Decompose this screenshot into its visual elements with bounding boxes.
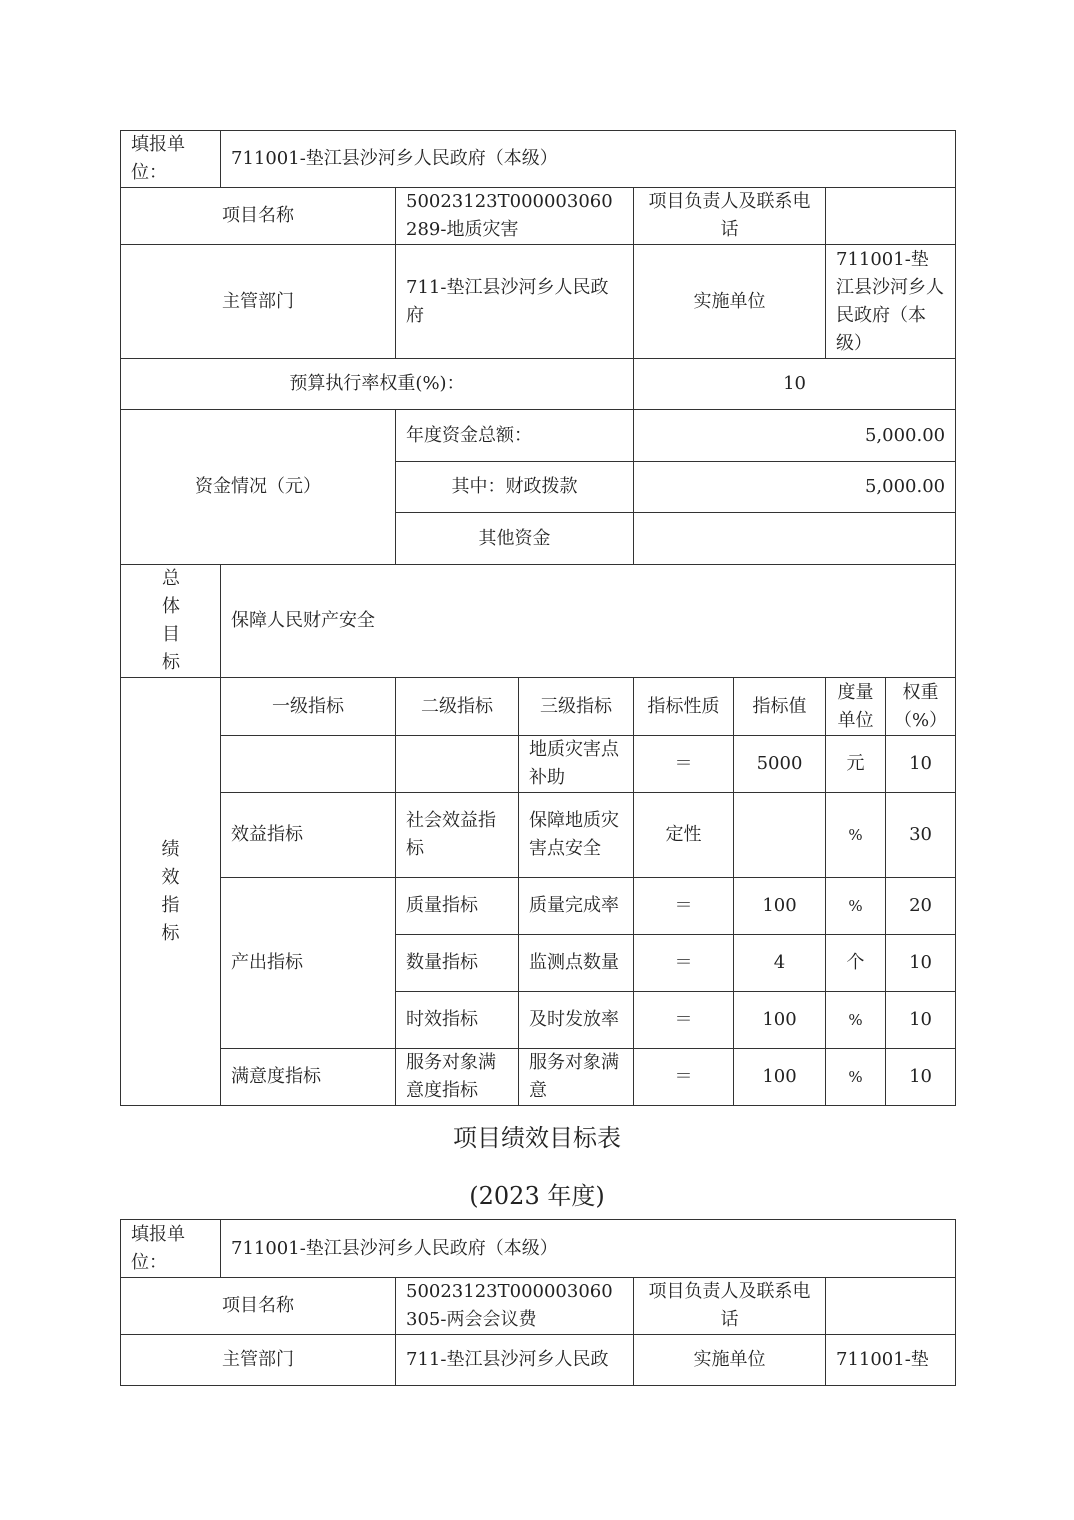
cell-value (734, 793, 826, 878)
cell-level1: 产出指标 (221, 878, 396, 1049)
project-name-label: 项目名称 (121, 1278, 396, 1335)
cell-level2: 时效指标 (396, 992, 519, 1049)
cell-nature: ＝ (634, 992, 734, 1049)
fill-unit-value: 711001-垫江县沙河乡人民政府（本级） (221, 131, 956, 188)
cell-weight: 10 (886, 935, 956, 992)
cell-value: 100 (734, 992, 826, 1049)
cell-level1 (221, 736, 396, 793)
annual-total-label: 年度资金总额： (396, 410, 634, 462)
header-level2: 二级指标 (396, 678, 519, 736)
cell-value: 5000 (734, 736, 826, 793)
table-row (121, 736, 956, 793)
cell-nature: ＝ (634, 736, 734, 793)
header-value: 指标值 (734, 678, 826, 736)
budget-weight-label: 预算执行率权重(%)： (121, 359, 634, 410)
cell-weight: 10 (886, 992, 956, 1049)
cell-unit: % (826, 878, 886, 935)
leader-value (826, 188, 956, 245)
leader-label: 项目负责人及联系电话 (634, 1278, 826, 1335)
dept-label: 主管部门 (121, 245, 396, 359)
cell-value: 100 (734, 1049, 826, 1106)
cell-level3: 服务对象满意 (519, 1049, 634, 1106)
performance-table-1 (120, 130, 956, 1106)
cell-level3: 地质灾害点补助 (519, 736, 634, 793)
cell-level3: 及时发放率 (519, 992, 634, 1049)
other-funds-label: 其他资金 (396, 513, 634, 565)
perf-indicator-label-text: 绩效指标 (161, 838, 180, 944)
budget-weight-value: 10 (634, 359, 956, 410)
impl-label: 实施单位 (634, 245, 826, 359)
cell-unit: % (826, 793, 886, 878)
overall-goal-label-text: 总体目标 (162, 568, 180, 673)
cell-unit: 元 (826, 736, 886, 793)
header-level1: 一级指标 (221, 678, 396, 736)
project-name-label: 项目名称 (121, 188, 396, 245)
cell-level3: 监测点数量 (519, 935, 634, 992)
impl-value: 711001-垫江县沙河乡人民政府（本级） (826, 245, 956, 359)
cell-level1: 满意度指标 (221, 1049, 396, 1106)
overall-goal-label (121, 565, 221, 678)
cell-level2: 服务对象满意度指标 (396, 1049, 519, 1106)
dept-value: 711-垫江县沙河乡人民政府 (396, 245, 634, 359)
leader-value (826, 1278, 956, 1335)
table-row (121, 793, 956, 878)
fill-unit-label: 填报单位： (121, 131, 221, 188)
fill-unit-label: 填报单位： (121, 1220, 221, 1278)
header-weight: 权重（%） (886, 678, 956, 736)
cell-unit: % (826, 1049, 886, 1106)
perf-indicator-label (121, 678, 221, 1106)
cell-value: 100 (734, 878, 826, 935)
funds-label: 资金情况（元） (121, 410, 396, 565)
project-name-value: 50023123T000003060305-两会会议费 (396, 1278, 634, 1335)
cell-nature: ＝ (634, 935, 734, 992)
other-funds-value (634, 513, 956, 565)
fiscal-value: 5,000.00 (634, 462, 956, 513)
cell-nature: 定性 (634, 793, 734, 878)
header-nature: 指标性质 (634, 678, 734, 736)
leader-label: 项目负责人及联系电话 (634, 188, 826, 245)
cell-nature: ＝ (634, 878, 734, 935)
cell-unit: 个 (826, 935, 886, 992)
cell-level3: 保障地质灾害点安全 (519, 793, 634, 878)
cell-value: 4 (734, 935, 826, 992)
cell-weight: 10 (886, 736, 956, 793)
cell-nature: ＝ (634, 1049, 734, 1106)
dept-value: 711-垫江县沙河乡人民政 (396, 1335, 634, 1386)
cell-weight: 20 (886, 878, 956, 935)
page-title: 项目绩效目标表 (453, 1124, 621, 1152)
page-year: (2023 年度) (469, 1182, 605, 1210)
impl-value: 711001-垫 (826, 1335, 956, 1386)
overall-goal-value: 保障人民财产安全 (221, 565, 956, 678)
cell-level3: 质量完成率 (519, 878, 634, 935)
cell-level1: 效益指标 (221, 793, 396, 878)
cell-weight: 30 (886, 793, 956, 878)
header-level3: 三级指标 (519, 678, 634, 736)
cell-unit: % (826, 992, 886, 1049)
table-row (121, 878, 956, 935)
cell-level2: 社会效益指标 (396, 793, 519, 878)
performance-table-2 (120, 1219, 956, 1386)
cell-level2: 数量指标 (396, 935, 519, 992)
fill-unit-value: 711001-垫江县沙河乡人民政府（本级） (221, 1220, 956, 1278)
cell-level2 (396, 736, 519, 793)
impl-label: 实施单位 (634, 1335, 826, 1386)
header-unit: 度量单位 (826, 678, 886, 736)
dept-label: 主管部门 (121, 1335, 396, 1386)
cell-weight: 10 (886, 1049, 956, 1106)
cell-level2: 质量指标 (396, 878, 519, 935)
annual-total-value: 5,000.00 (634, 410, 956, 462)
project-name-value: 50023123T000003060289-地质灾害 (396, 188, 634, 245)
table-row (121, 1049, 956, 1106)
fiscal-label: 其中：财政拨款 (396, 462, 634, 513)
